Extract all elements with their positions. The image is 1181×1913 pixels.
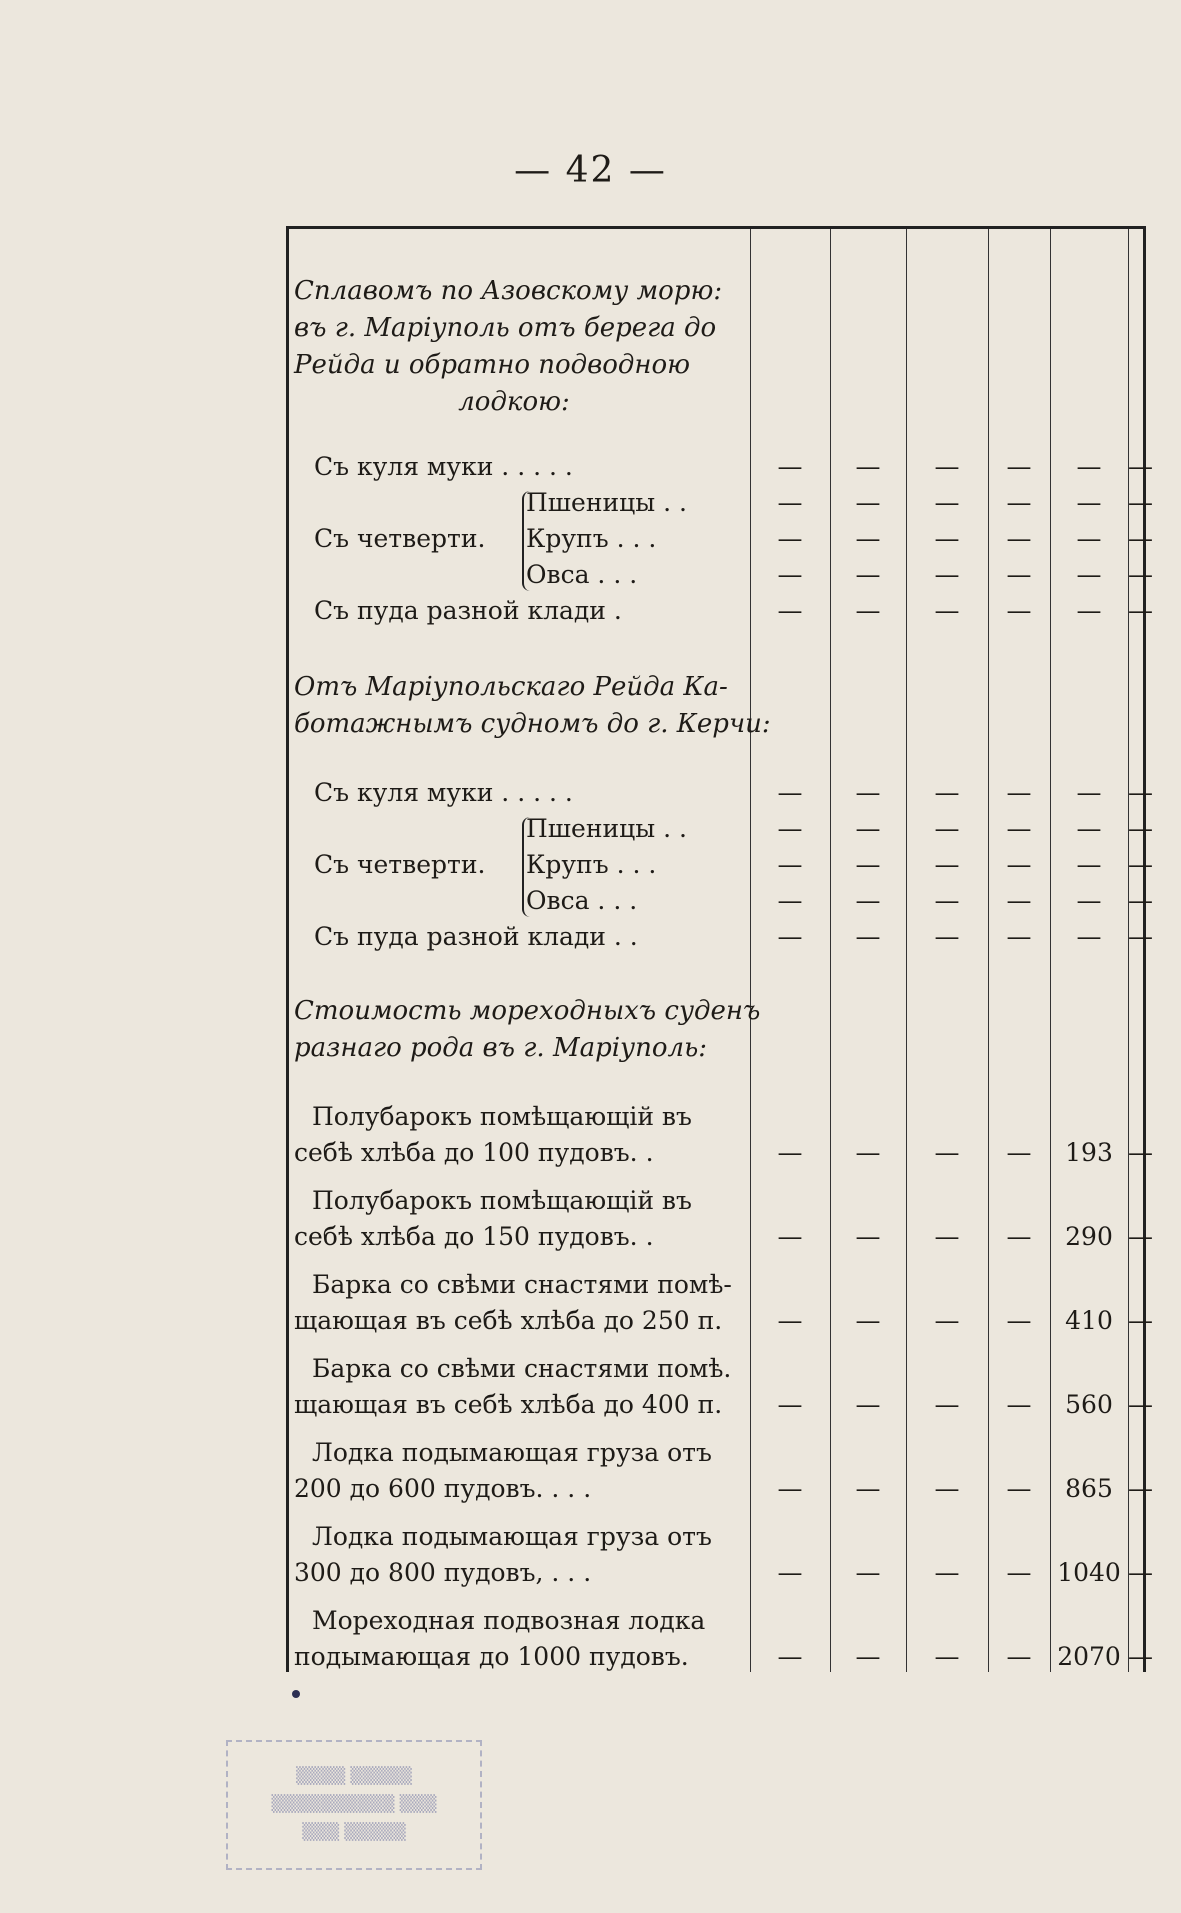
- table-cell: 865: [1065, 1474, 1113, 1503]
- table-cell: —: [855, 524, 881, 553]
- table-cell: —: [1128, 778, 1153, 807]
- table-cell: —: [1006, 814, 1032, 843]
- table-cell: —: [1128, 1390, 1153, 1419]
- table-cell: —: [934, 1138, 960, 1167]
- table-cell: —: [1128, 524, 1153, 553]
- table-cell: —: [855, 1390, 881, 1419]
- table-row: [286, 521, 1153, 557]
- stamp-text: ▒▒▒▒ ▒▒▒▒▒ ▒▒▒▒▒▒▒▒▒▒ ▒▒▒ ▒▒▒ ▒▒▒▒▒: [271, 1766, 437, 1841]
- description-line: Мореходная подвозная лодка: [312, 1606, 706, 1635]
- table-cell: —: [1006, 778, 1032, 807]
- table-cell: —: [934, 1642, 960, 1671]
- table-row: [286, 1387, 1153, 1423]
- description-line: щающая въ себѣ хлѣба до 250 п.: [294, 1306, 723, 1335]
- table-cell: —: [1006, 1306, 1032, 1335]
- section-heading-cabotage: [294, 669, 771, 743]
- row-label: Съ четверти.: [314, 524, 486, 553]
- table-cell: —: [777, 778, 803, 807]
- table-cell: —: [1076, 850, 1102, 879]
- table-cell: —: [1128, 922, 1153, 951]
- table-cell: —: [1006, 1642, 1032, 1671]
- heading-line: въ г. Маріуполь отъ берега до: [294, 313, 717, 343]
- table-cell: —: [855, 1474, 881, 1503]
- table-cell: —: [1006, 1390, 1032, 1419]
- table-cell: —: [777, 1642, 803, 1671]
- table-row: [286, 593, 1153, 629]
- table-cell: —: [855, 922, 881, 951]
- heading-line: Рейда и обратно подводною: [294, 350, 691, 380]
- table-cell: —: [1076, 560, 1102, 589]
- row-label: Крупъ . . .: [526, 524, 657, 553]
- table-cell: —: [1076, 596, 1102, 625]
- table-cell: —: [1076, 488, 1102, 517]
- section-heading-vessel-cost: [294, 993, 761, 1067]
- table-row: [286, 811, 1153, 847]
- table-cell: —: [934, 1558, 960, 1587]
- description-line: себѣ хлѣба до 150 пудовъ. .: [294, 1222, 654, 1251]
- row-label: Пшеницы . .: [526, 814, 687, 843]
- table-cell: —: [1006, 596, 1032, 625]
- description-line: Лодка подымающая груза отъ: [312, 1522, 712, 1551]
- table-row: [286, 1639, 1153, 1675]
- table-cell: —: [855, 1558, 881, 1587]
- heading-line: ботажнымъ судномъ до г. Керчи:: [294, 709, 771, 739]
- row-label: Пшеницы . .: [526, 488, 687, 517]
- table-cell: —: [777, 1222, 803, 1251]
- heading-line: Отъ Маріупольскаго Рейда Ка-: [294, 672, 728, 702]
- heading-line: лодкою:: [458, 387, 570, 417]
- table-row: [286, 485, 1153, 521]
- description-line: Полубарокъ помѣщающій въ: [312, 1102, 692, 1131]
- table-cell: —: [1128, 1558, 1153, 1587]
- table-cell: —: [855, 560, 881, 589]
- table-row: [286, 1471, 1153, 1507]
- table-cell: —: [777, 814, 803, 843]
- description-line: Барка со свѣми снастями помѣ.: [312, 1354, 732, 1383]
- table-cell: —: [855, 596, 881, 625]
- table-cell: —: [855, 886, 881, 915]
- table-row: [286, 557, 1153, 593]
- row-label: Съ куля муки . . . . .: [314, 778, 573, 807]
- table-row: [286, 1135, 1153, 1171]
- rates-table: [286, 226, 1153, 1672]
- table-row: [286, 1303, 1153, 1339]
- description-line: 200 до 600 пудовъ. . . .: [294, 1474, 592, 1503]
- table-cell: —: [777, 850, 803, 879]
- ink-dot: [292, 1690, 300, 1698]
- table-cell: —: [934, 452, 960, 481]
- table-cell: —: [934, 1222, 960, 1251]
- table-cell: —: [934, 922, 960, 951]
- table-cell: 193: [1065, 1138, 1113, 1167]
- section-heading-sea-transport: [294, 273, 734, 421]
- table-cell: —: [1076, 886, 1102, 915]
- table-cell: —: [855, 1138, 881, 1167]
- row-label: Овса . . .: [526, 886, 638, 915]
- table-row: [286, 1555, 1153, 1591]
- table-cell: —: [855, 778, 881, 807]
- table-cell: 560: [1065, 1390, 1113, 1419]
- table-cell: —: [1006, 488, 1032, 517]
- table-cell: 410: [1065, 1306, 1113, 1335]
- table-cell: —: [1128, 1138, 1153, 1167]
- table-cell: —: [1076, 452, 1102, 481]
- table-cell: —: [777, 1138, 803, 1167]
- description-line: себѣ хлѣба до 100 пудовъ. .: [294, 1138, 654, 1167]
- table-cell: —: [934, 524, 960, 553]
- table-cell: —: [777, 1474, 803, 1503]
- table-cell: —: [855, 1222, 881, 1251]
- table-cell: —: [1006, 452, 1032, 481]
- table-cell: —: [1076, 778, 1102, 807]
- table-cell: —: [1128, 1222, 1153, 1251]
- table-cell: —: [777, 1558, 803, 1587]
- table-cell: —: [1128, 488, 1153, 517]
- table-cell: —: [777, 560, 803, 589]
- row-label: Съ четверти.: [314, 850, 486, 879]
- table-cell: —: [1128, 560, 1153, 589]
- description-line: 300 до 800 пудовъ, . . .: [294, 1558, 592, 1587]
- table-cell: —: [934, 886, 960, 915]
- table-cell: —: [1006, 1138, 1032, 1167]
- heading-line: разнаго рода въ г. Маріуполь:: [294, 1033, 707, 1063]
- brace: [522, 817, 534, 917]
- table-cell: —: [1128, 1642, 1153, 1671]
- table-cell: —: [934, 778, 960, 807]
- table-cell: —: [777, 886, 803, 915]
- heading-line: Стоимость мореходныхъ суденъ: [294, 996, 761, 1026]
- table-row: [286, 883, 1153, 919]
- table-row: [286, 919, 1153, 955]
- table-row: [286, 449, 1153, 485]
- heading-line: Сплавомъ по Азовскому морю:: [294, 276, 723, 306]
- table-cell: —: [855, 850, 881, 879]
- table-row: [286, 1219, 1153, 1255]
- table-cell: —: [855, 1306, 881, 1335]
- description-line: Лодка подымающая груза отъ: [312, 1438, 712, 1467]
- table-cell: —: [1006, 886, 1032, 915]
- table-row: [286, 775, 1153, 811]
- brace: [522, 491, 534, 591]
- table-cell: —: [1006, 1474, 1032, 1503]
- table-cell: —: [855, 1642, 881, 1671]
- table-cell: —: [934, 814, 960, 843]
- table-cell: —: [777, 1390, 803, 1419]
- row-label: Съ пуда разной клади . .: [314, 922, 638, 951]
- table-cell: —: [777, 1306, 803, 1335]
- table-cell: —: [1128, 850, 1153, 879]
- description-line: подымающая до 1000 пудовъ.: [294, 1642, 689, 1671]
- table-cell: —: [1076, 922, 1102, 951]
- table-cell: —: [1128, 1306, 1153, 1335]
- table-cell: —: [1128, 886, 1153, 915]
- table-cell: —: [934, 1306, 960, 1335]
- table-cell: —: [1076, 814, 1102, 843]
- table-cell: —: [1006, 922, 1032, 951]
- row-label: Съ пуда разной клади .: [314, 596, 622, 625]
- table-cell: —: [934, 488, 960, 517]
- page-number: — 42 —: [514, 150, 667, 191]
- table-cell: —: [934, 1390, 960, 1419]
- table-cell: —: [934, 560, 960, 589]
- row-label: Овса . . .: [526, 560, 638, 589]
- description-line: Барка со свѣми снастями помѣ-: [312, 1270, 732, 1299]
- table-cell: —: [1006, 850, 1032, 879]
- table-cell: —: [1006, 1558, 1032, 1587]
- table-cell: —: [1076, 524, 1102, 553]
- table-cell: —: [1128, 452, 1153, 481]
- table-cell: —: [777, 922, 803, 951]
- table-cell: —: [777, 452, 803, 481]
- table-cell: —: [855, 452, 881, 481]
- table-cell: 1040: [1057, 1558, 1121, 1587]
- table-cell: —: [1128, 814, 1153, 843]
- table-cell: —: [934, 596, 960, 625]
- table-cell: —: [777, 596, 803, 625]
- description-line: Полубарокъ помѣщающій въ: [312, 1186, 692, 1215]
- table-cell: —: [1128, 1474, 1153, 1503]
- table-cell: 290: [1065, 1222, 1113, 1251]
- table-cell: —: [855, 488, 881, 517]
- row-label: Съ куля муки . . . . .: [314, 452, 573, 481]
- table-cell: —: [934, 1474, 960, 1503]
- description-line: щающая въ себѣ хлѣба до 400 п.: [294, 1390, 723, 1419]
- table-cell: —: [1006, 1222, 1032, 1251]
- table-cell: —: [1006, 560, 1032, 589]
- table-cell: —: [1006, 524, 1032, 553]
- table-cell: —: [777, 488, 803, 517]
- table-cell: —: [934, 850, 960, 879]
- table-cell: —: [855, 814, 881, 843]
- table-cell: —: [777, 524, 803, 553]
- table-cell: 2070: [1057, 1642, 1121, 1671]
- table-row: [286, 847, 1153, 883]
- row-label: Крупъ . . .: [526, 850, 657, 879]
- library-stamp: [226, 1740, 482, 1870]
- table-cell: —: [1128, 596, 1153, 625]
